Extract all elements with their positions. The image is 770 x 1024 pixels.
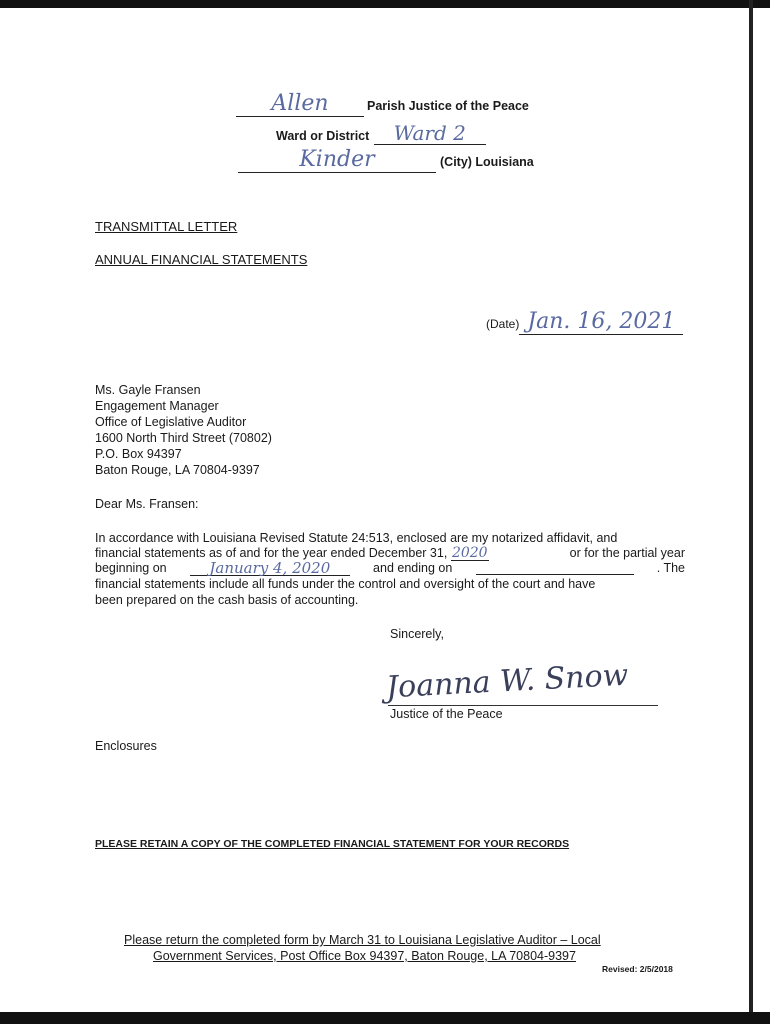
body-text: and ending on bbox=[373, 561, 453, 575]
signature-title: Justice of the Peace bbox=[390, 707, 503, 721]
city-line bbox=[238, 148, 534, 173]
body-line-4 bbox=[95, 577, 685, 591]
parish-value: Allen bbox=[236, 92, 364, 117]
enclosures: Enclosures bbox=[95, 739, 157, 753]
address-line: Office of Legislative Auditor bbox=[95, 415, 247, 429]
signature-line bbox=[388, 705, 658, 706]
salutation: Dear Ms. Fransen: bbox=[95, 497, 199, 511]
body-line-5 bbox=[95, 593, 358, 607]
body-line-2 bbox=[95, 546, 685, 561]
date-line bbox=[486, 310, 683, 335]
city-value: Kinder bbox=[238, 148, 436, 173]
date-label: (Date) bbox=[486, 317, 520, 331]
address-line: Ms. Gayle Fransen bbox=[95, 383, 201, 397]
body-text: been prepared on the cash basis of accounting. bbox=[95, 593, 359, 607]
ward-label: Ward or District bbox=[276, 129, 370, 143]
body-text: or for the partial year bbox=[569, 546, 685, 560]
retain-notice: PLEASE RETAIN A COPY OF THE COMPLETED FINANCIAL STATEMENT FOR YOUR RECORDS bbox=[95, 838, 570, 850]
body-text: In accordance with Louisiana Revised Statute 24:513, enclosed are my notarized affidavit, and bbox=[95, 531, 618, 545]
body-line-1 bbox=[95, 531, 685, 545]
ward-line bbox=[276, 122, 486, 145]
ending-blank bbox=[476, 561, 634, 575]
year-value: 2020 bbox=[451, 545, 488, 561]
return-notice-line-2: Government Services, Post Office Box 94397, Baton Rouge, LA 70804-9397 bbox=[153, 949, 576, 963]
date-value: Jan. 16, 2021 bbox=[519, 310, 683, 335]
body-line-3 bbox=[95, 561, 685, 576]
ward-value: Ward 2 bbox=[374, 122, 486, 145]
body-text: financial statements include all funds under the control and oversight of the court and have bbox=[95, 577, 596, 591]
heading-statements: ANNUAL FINANCIAL STATEMENTS bbox=[95, 252, 308, 267]
heading-transmittal: TRANSMITTAL LETTER bbox=[95, 219, 238, 234]
signature: Joanna W. Snow bbox=[385, 657, 630, 706]
return-notice-line-1: Please return the completed form by March 31 to Louisiana Legislative Auditor – Local bbox=[124, 933, 601, 947]
beginning-value: January 4, 2020 bbox=[190, 561, 350, 576]
scan-edge-top bbox=[0, 0, 770, 8]
parish-line bbox=[236, 92, 529, 117]
body-text: financial statements as of and for the year ended December 31, bbox=[95, 546, 448, 560]
revised-date: Revised: 2/5/2018 bbox=[602, 964, 673, 974]
sincerely: Sincerely, bbox=[390, 627, 444, 641]
city-label: (City) Louisiana bbox=[440, 155, 534, 169]
parish-label: Parish Justice of the Peace bbox=[367, 99, 529, 113]
address-line: 1600 North Third Street (70802) bbox=[95, 431, 272, 445]
body-text: . The bbox=[656, 561, 685, 575]
body-text: beginning on bbox=[95, 561, 167, 575]
address-line: Engagement Manager bbox=[95, 399, 219, 413]
scan-edge-right bbox=[749, 0, 753, 1012]
address-line: P.O. Box 94397 bbox=[95, 447, 182, 461]
address-block bbox=[95, 382, 272, 478]
address-line: Baton Rouge, LA 70804-9397 bbox=[95, 463, 260, 477]
scan-edge-bottom bbox=[0, 1012, 770, 1024]
